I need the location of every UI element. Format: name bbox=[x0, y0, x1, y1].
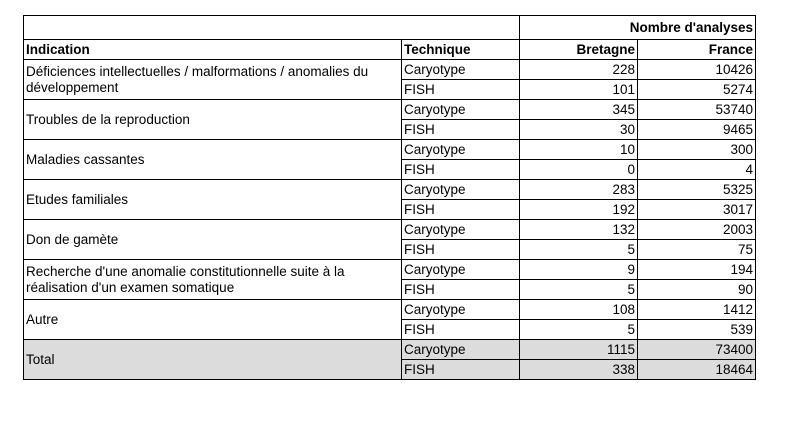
column-header-indication: Indication bbox=[24, 40, 402, 60]
bretagne-cell: 5 bbox=[520, 320, 638, 340]
technique-cell: Caryotype bbox=[402, 340, 520, 360]
bretagne-cell: 108 bbox=[520, 300, 638, 320]
bretagne-cell: 101 bbox=[520, 80, 638, 100]
france-cell: 10426 bbox=[638, 60, 756, 80]
table-row bbox=[24, 340, 756, 360]
blank-header-cell bbox=[24, 16, 520, 40]
france-cell: 3017 bbox=[638, 200, 756, 220]
bretagne-cell: 192 bbox=[520, 200, 638, 220]
group-header-cell: Nombre d'analyses bbox=[520, 16, 756, 40]
technique-cell: FISH bbox=[402, 200, 520, 220]
column-header-technique: Technique bbox=[402, 40, 520, 60]
indication-cell: Maladies cassantes bbox=[24, 140, 402, 180]
technique-cell: FISH bbox=[402, 160, 520, 180]
indication-cell: Recherche d'une anomalie constitutionnelle suite à la réalisation d'un examen somatique bbox=[24, 260, 402, 300]
technique-cell: Caryotype bbox=[402, 100, 520, 120]
technique-cell: Caryotype bbox=[402, 60, 520, 80]
indication-cell: Déficiences intellectuelles / malformations / anomalies du développement bbox=[24, 60, 402, 100]
table-row bbox=[24, 220, 756, 240]
technique-cell: Caryotype bbox=[402, 220, 520, 240]
table-row bbox=[24, 260, 756, 280]
bretagne-cell: 1115 bbox=[520, 340, 638, 360]
indication-cell: Don de gamète bbox=[24, 220, 402, 260]
bretagne-cell: 228 bbox=[520, 60, 638, 80]
table-row bbox=[24, 300, 756, 320]
table-header-row bbox=[24, 40, 756, 60]
france-cell: 2003 bbox=[638, 220, 756, 240]
technique-cell: FISH bbox=[402, 80, 520, 100]
bretagne-cell: 283 bbox=[520, 180, 638, 200]
column-header-france: France bbox=[638, 40, 756, 60]
technique-cell: Caryotype bbox=[402, 260, 520, 280]
bretagne-cell: 338 bbox=[520, 360, 638, 380]
bretagne-cell: 132 bbox=[520, 220, 638, 240]
column-header-bretagne: Bretagne bbox=[520, 40, 638, 60]
bretagne-cell: 30 bbox=[520, 120, 638, 140]
analyses-table bbox=[23, 15, 756, 380]
france-cell: 90 bbox=[638, 280, 756, 300]
bretagne-cell: 5 bbox=[520, 280, 638, 300]
table-row bbox=[24, 100, 756, 120]
table-row bbox=[24, 60, 756, 80]
technique-cell: FISH bbox=[402, 120, 520, 140]
technique-cell: Caryotype bbox=[402, 300, 520, 320]
france-cell: 73400 bbox=[638, 340, 756, 360]
france-cell: 194 bbox=[638, 260, 756, 280]
france-cell: 300 bbox=[638, 140, 756, 160]
france-cell: 4 bbox=[638, 160, 756, 180]
france-cell: 539 bbox=[638, 320, 756, 340]
technique-cell: FISH bbox=[402, 360, 520, 380]
bretagne-cell: 5 bbox=[520, 240, 638, 260]
table-row bbox=[24, 180, 756, 200]
technique-cell: FISH bbox=[402, 280, 520, 300]
bretagne-cell: 10 bbox=[520, 140, 638, 160]
technique-cell: Caryotype bbox=[402, 180, 520, 200]
technique-cell: FISH bbox=[402, 320, 520, 340]
france-cell: 53740 bbox=[638, 100, 756, 120]
total-label-cell: Total bbox=[24, 340, 402, 380]
table-row bbox=[24, 140, 756, 160]
france-cell: 75 bbox=[638, 240, 756, 260]
indication-cell: Autre bbox=[24, 300, 402, 340]
france-cell: 1412 bbox=[638, 300, 756, 320]
france-cell: 18464 bbox=[638, 360, 756, 380]
bretagne-cell: 345 bbox=[520, 100, 638, 120]
france-cell: 9465 bbox=[638, 120, 756, 140]
bretagne-cell: 0 bbox=[520, 160, 638, 180]
table-group-header-row bbox=[24, 16, 756, 40]
bretagne-cell: 9 bbox=[520, 260, 638, 280]
technique-cell: FISH bbox=[402, 240, 520, 260]
technique-cell: Caryotype bbox=[402, 140, 520, 160]
indication-cell: Etudes familiales bbox=[24, 180, 402, 220]
france-cell: 5274 bbox=[638, 80, 756, 100]
indication-cell: Troubles de la reproduction bbox=[24, 100, 402, 140]
france-cell: 5325 bbox=[638, 180, 756, 200]
